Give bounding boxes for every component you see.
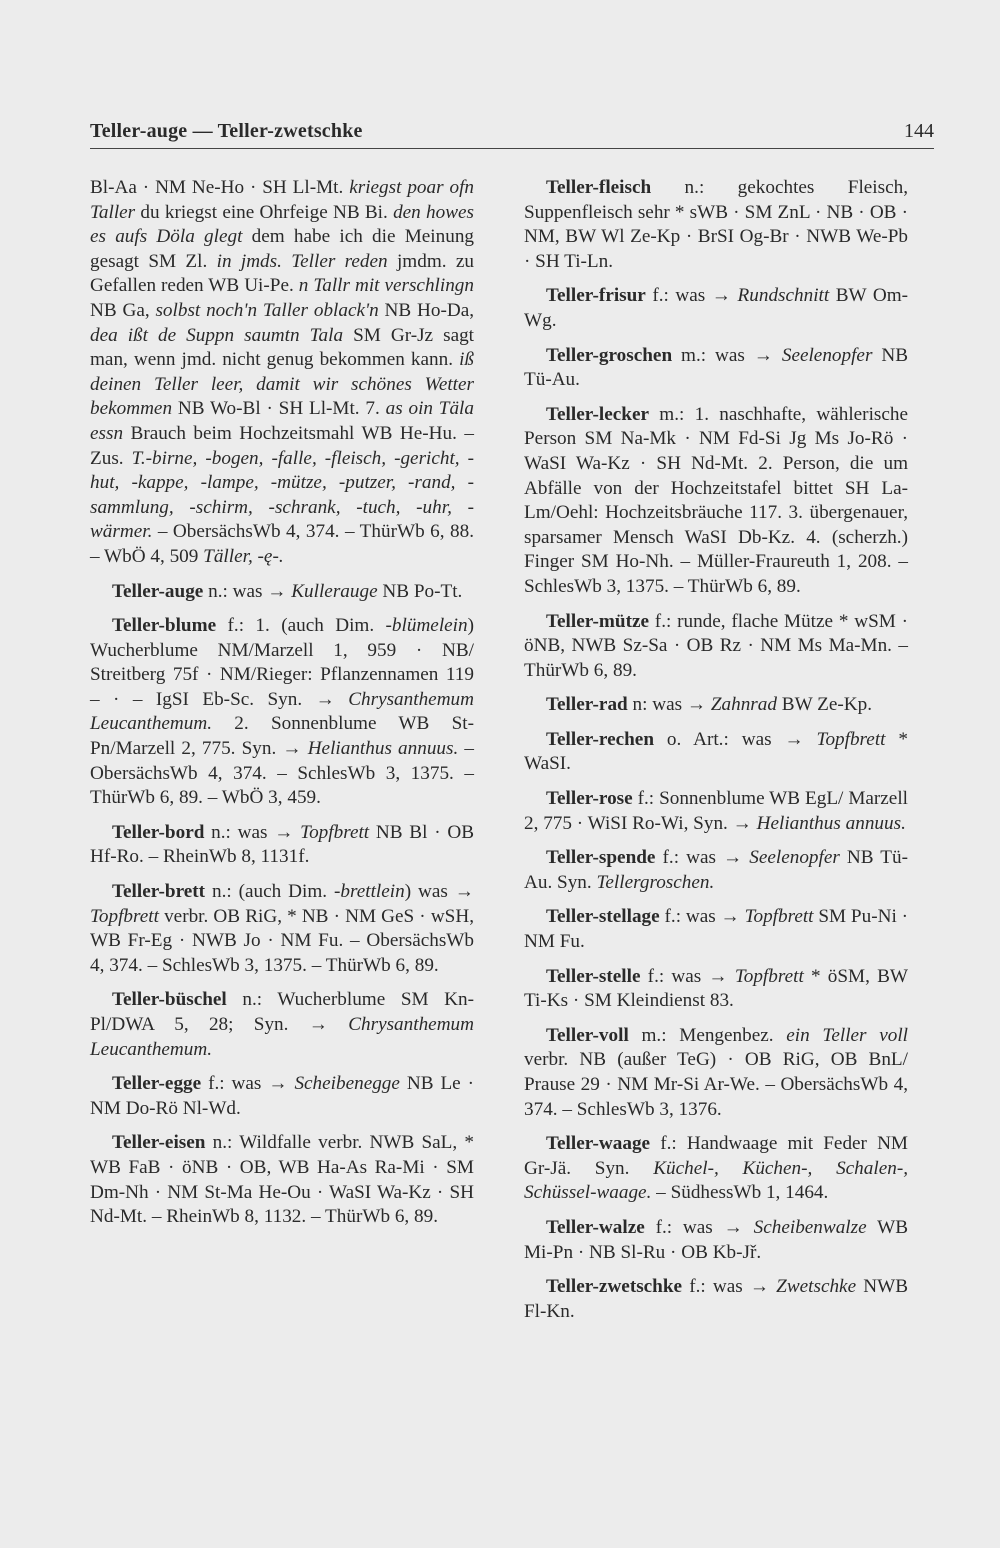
entry-text: Brauch beim Hochzeitsmahl WB He-Hu. – Zus.: [90, 422, 474, 469]
entry-lemma: Teller-waage: [546, 1133, 651, 1155]
entry-text: n.: was →: [203, 580, 292, 602]
entry-lemma: Teller-zwetschke: [546, 1276, 683, 1298]
entry-lemma: Teller-fleisch: [546, 177, 652, 198]
entry-text: NB Ho-Da,: [378, 299, 475, 321]
entry-italic-text: -brettlein: [334, 881, 405, 903]
entry-italic-text: Zwetschke: [776, 1276, 857, 1298]
entry-text: NB Bl · OB Hf-Ro. – RheinWb 8, 1131f.: [90, 821, 474, 868]
entry-lemma: Teller-frisur: [546, 285, 646, 307]
dictionary-entry: [524, 728, 908, 777]
left-column: [90, 176, 474, 1240]
entry-text: WB Mi-Pn · NB Sl-Ru · OB Kb-Jř.: [524, 1216, 909, 1263]
entry-italic-text: Kullerauge: [291, 580, 378, 602]
entry-italic-text: Seelenopfer: [749, 847, 840, 869]
dictionary-entry: [524, 403, 908, 600]
entry-italic-text: dea ißt de Suppn saumtn Tala: [90, 324, 344, 346]
entry-text: verbr. NB (außer TeG) · OB RiG, OB BnL/ Prause 29 · NM Mr-Si Ar-We. – ObersächsWb 4, 374. – SchlesWb 3, 1376.: [524, 1049, 908, 1120]
entry-italic-text: Topfbrett: [90, 905, 159, 927]
dictionary-entry: [524, 610, 908, 684]
entry-text: f.: was →: [659, 906, 745, 928]
entry-italic-text: Helianthus annuus.: [756, 812, 906, 834]
entry-text: BW Ze-Kp.: [776, 694, 872, 716]
entry-text: f.: runde, flache Mütze * wSM · öNB, NWB Sz-Sa · OB Rz · NM Ms Ma-Mn. – ThürWb 6, 89.: [524, 610, 908, 681]
entry-italic-text: as oin Täla essn: [90, 398, 474, 444]
entry-text: m.: Mengenbez.: [628, 1024, 787, 1046]
entry-italic-text: n Tallr mit verschlingn: [298, 275, 474, 297]
entry-text: f.: was →: [644, 1216, 754, 1238]
entry-italic-text: Helianthus annuus.: [307, 738, 459, 760]
entry-text: SM Pu-Ni · NM Fu.: [524, 906, 908, 953]
entry-text: verbr. OB RiG, * NB · NM GeS · wSH, WB Fr-Eg · NWB Jo · NM Fu. – ObersächsWb 4, 374. – SchlesWb 3, 1375. – ThürWb 6, 89.: [90, 905, 474, 976]
entry-text: n.: gekochtes Fleisch, Suppenfleisch sehr * sWB · SM ZnL · NB · OB · NM, BW Wl Ze-Kp · BrSI Og-Br · NWB We-Pb · SH Ti-Ln.: [524, 177, 908, 272]
dictionary-entry: [90, 580, 474, 605]
page-number: 144: [904, 120, 934, 142]
entry-lemma: Teller-spende: [546, 847, 656, 869]
entry-lemma: Teller-lecker: [546, 403, 649, 425]
dictionary-entry: [524, 965, 908, 1014]
entry-lemma: Teller-rose: [546, 788, 633, 810]
entry-italic-text: in jmds. Teller reden: [216, 250, 388, 272]
entry-text: n.: Wildfalle verbr. NWB SaL, * WB FaB · öNB · OB, WB Ha-As Ra-Mi · SM Dm-Nh · NM St-Ma He-Ou · WaSI Wa-Kz · SH Nd-Mt. – RheinWb 8, 1132. – ThürWb 6, 89.: [90, 1132, 474, 1228]
entry-text: f.: was →: [201, 1073, 295, 1095]
entry-lemma: Teller-walze: [546, 1216, 645, 1238]
entry-text: NB Tü-Au.: [524, 344, 908, 391]
entry-text: Bl-Aa · NM Ne-Ho · SH Ll-Mt.: [90, 177, 350, 198]
entry-italic-text: Chrysanthemum Leucanthemum.: [90, 1014, 474, 1060]
entry-text: – ObersächsWb 4, 374. – ThürWb 6, 88. – WbÖ 4, 509: [90, 521, 474, 567]
entry-lemma: Teller-rad: [546, 694, 628, 716]
dictionary-entry: [524, 284, 908, 333]
entry-text: – SüdhessWb 1, 1464.: [651, 1182, 829, 1204]
entry-text: NB Le · NM Do-Rö Nl-Wd.: [90, 1073, 475, 1119]
entry-italic-text: Topfbrett: [300, 821, 370, 843]
dictionary-entry: [90, 880, 474, 978]
entry-italic-text: Seelenopfer: [781, 344, 873, 366]
entry-text: n.: was →: [204, 821, 301, 843]
entry-continuation: [90, 176, 474, 570]
entry-lemma: Teller-stelle: [546, 965, 641, 987]
entry-italic-text: Rundschnitt: [737, 285, 830, 307]
dictionary-entry: [90, 821, 474, 870]
entry-italic-text: iß deinen Teller leer, damit wir schönes Wetter bekommen: [90, 349, 474, 420]
entry-text: f.: 1. (auch Dim.: [216, 615, 386, 637]
entry-italic-text: Chrysanthemum Leucanthemum.: [90, 688, 474, 735]
entry-text: f.: was →: [645, 285, 738, 307]
entry-italic-text: Topfbrett: [744, 906, 814, 928]
entry-text: dem habe ich die Meinung gesagt SM Zl.: [90, 226, 475, 272]
entry-lemma: Teller-voll: [546, 1024, 629, 1046]
dictionary-entry: [90, 988, 474, 1062]
entry-italic-text: Zahnrad: [710, 694, 777, 716]
entry-lemma: Teller-groschen: [546, 344, 673, 366]
entry-italic-text: Täller, -ę-.: [203, 545, 284, 567]
entry-text: n.: Wucherblume SM Kn-Pl/DWA 5, 28; Syn. →: [90, 989, 474, 1035]
entry-italic-text: ein Teller voll: [786, 1024, 908, 1046]
entry-text: NB Po-Tt.: [377, 580, 463, 602]
entry-text: BW Om-Wg.: [524, 285, 909, 331]
entry-text: m.: 1. naschhafte, wählerische Person SM Na-Mk · NM Fd-Si Jg Ms Jo-Rö · WaSI Wa-Kz · SH Nd-Mt. 2. Person, die um Abfälle von der Hochzeitstafel bittet SH La-Lm/Oehl: Hochzeitsbräuche 117. 3. übergenauer, sparsamer Mensch WaSI Db-Kz. 4. (scherzh.) Finger SM Ho-Nh. – Müller-Fraureuth 1, 208. – SchlesWb 3, 1375. – ThürWb 6, 89.: [524, 403, 908, 597]
entry-lemma: Teller-büschel: [112, 989, 227, 1011]
entry-italic-text: Topfbrett: [816, 728, 886, 750]
entry-text: f.: was →: [640, 965, 735, 987]
entry-lemma: Teller-mütze: [546, 610, 650, 632]
dictionary-entry: [524, 176, 908, 274]
entry-italic-text: den howes es aufs Döla glegt: [90, 201, 474, 248]
entry-text: n: was →: [627, 694, 711, 716]
entry-text: o. Art.: was →: [653, 728, 817, 750]
entry-text: f.: was →: [655, 847, 750, 869]
dictionary-entry: [90, 1131, 474, 1229]
entry-text: NB Wo-Bl · SH Ll-Mt. 7.: [172, 398, 386, 420]
entry-lemma: Teller-blume: [112, 615, 217, 637]
entry-text: NWB Fl-Kn.: [524, 1276, 908, 1322]
entry-italic-text: -blümelein: [385, 615, 468, 637]
dictionary-entry: [90, 1072, 474, 1121]
dictionary-entry: [524, 1216, 908, 1265]
running-head-title: Teller-auge — Teller-zwetschke: [90, 120, 363, 142]
entry-lemma: Teller-eisen: [112, 1132, 206, 1154]
dictionary-entry: [524, 1024, 908, 1122]
entry-italic-text: T.-birne, -bogen, -falle, -fleisch, -gericht, -hut, -kappe, -lampe, -mütze, -putzer, -rand, -sammlung, -schirm, -schrank, -tuch, -uhr, -wärmer.: [90, 447, 475, 543]
entry-text: du kriegst eine Ohrfeige NB Bi.: [135, 201, 394, 223]
entry-lemma: Teller-bord: [112, 821, 205, 843]
entry-text: m.: was →: [672, 344, 782, 366]
entry-lemma: Teller-egge: [112, 1073, 202, 1095]
entry-italic-text: Tellergroschen.: [596, 871, 715, 893]
entry-text: SM Gr-Jz sagt man, wenn jmd. nicht genug bekommen kann.: [90, 324, 475, 371]
entry-lemma: Teller-brett: [112, 881, 206, 903]
page-header: [90, 118, 934, 150]
entry-italic-text: solbst noch'n Taller oblack'n: [155, 299, 379, 321]
entry-text: NB Tü-Au. Syn.: [524, 847, 908, 893]
entry-text: 2. Sonnenblume WB St-Pn/Marzell 2, 775. Syn. →: [90, 713, 474, 760]
entry-text: NB Ga,: [90, 299, 156, 321]
entry-lemma: Teller-stellage: [546, 906, 660, 928]
entry-text: f.: Handwaage mit Feder NM Gr-Jä. Syn.: [524, 1133, 908, 1179]
entry-text: * öSM, BW Ti-Ks · SM Kleindienst 83.: [524, 965, 909, 1012]
dictionary-entry: [524, 693, 908, 718]
dictionary-entry: [524, 787, 908, 836]
entry-text: n.: (auch Dim.: [205, 881, 335, 903]
entry-italic-text: Topfbrett: [734, 965, 804, 987]
entry-text: * WaSI.: [524, 728, 908, 775]
entry-text: f.: was →: [682, 1276, 777, 1298]
header-rule: [90, 148, 934, 149]
right-column: [524, 176, 908, 1334]
dictionary-entry: [524, 344, 908, 393]
dictionary-entry: [524, 846, 908, 895]
dictionary-entry: [90, 614, 474, 811]
entry-italic-text: Scheibenegge: [294, 1073, 400, 1095]
entry-text: ) was →: [404, 881, 474, 903]
entry-italic-text: Küchel-, Küchen-, Schalen-, Schüssel-waage.: [524, 1157, 909, 1204]
entry-text: ) Wucherblume NM/Marzell 1, 959 · NB/ Streitberg 75f · NM/Rieger: Pflanzennamen 119 – · – IgSI Eb-Sc. Syn. →: [90, 615, 474, 710]
entry-italic-text: Scheibenwalze: [753, 1216, 867, 1238]
entry-text: f.: Sonnenblume WB EgL/ Marzell 2, 775 · WiSI Ro-Wi, Syn. →: [524, 788, 908, 834]
entry-lemma: Teller-rechen: [546, 728, 654, 750]
dictionary-entry: [524, 1275, 908, 1324]
dictionary-entry: [524, 905, 908, 954]
entry-text: jmdm. zu Gefallen reden WB Ui-Pe.: [90, 250, 474, 297]
entry-text: – ObersächsWb 4, 374. – SchlesWb 3, 1375. – ThürWb 6, 89. – WbÖ 3, 459.: [90, 738, 474, 809]
dictionary-entry: [524, 1132, 908, 1206]
entry-italic-text: kriegst poar ofn Taller: [90, 177, 474, 223]
entry-lemma: Teller-auge: [112, 580, 204, 602]
